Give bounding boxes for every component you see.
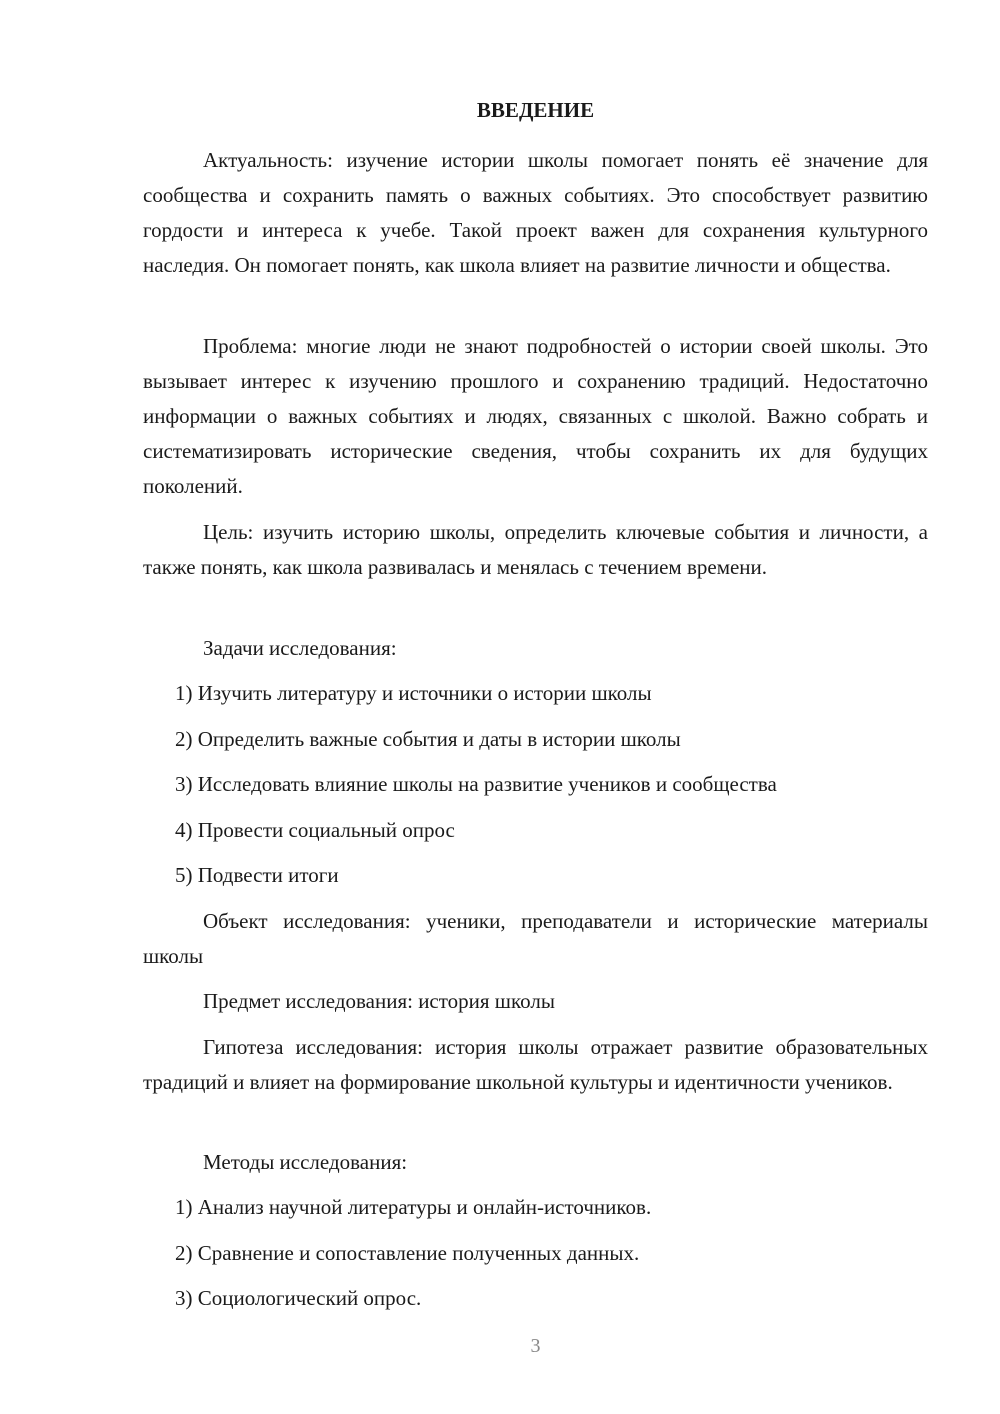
subject-paragraph: Предмет исследования: история школы bbox=[203, 989, 555, 1013]
task-item: 3) Исследовать влияние школы на развитие учеников и сообщества bbox=[175, 772, 777, 796]
method-item: 3) Социологический опрос. bbox=[175, 1286, 422, 1310]
problem-paragraph: Проблема: многие люди не знают подробностей о истории своей школы. Это вызывает интерес к изучению прошлого и сохранению традиций. Недостаточно информации о важных событиях и людях, связанных с школой. Важно собрать и систематизировать исторические сведения, чтобы сохранить их для будущих поколений. bbox=[143, 334, 928, 498]
hypothesis-paragraph: Гипотеза исследования: история школы отражает развитие образовательных традиций и влияет на формирование школьной культуры и идентичности учеников. bbox=[143, 1035, 928, 1094]
methods-title: Методы исследования: bbox=[203, 1150, 408, 1174]
task-item: 4) Провести социальный опрос bbox=[175, 818, 455, 842]
document-page bbox=[143, 0, 928, 1414]
page-number: 3 bbox=[530, 1335, 541, 1357]
task-item: 1) Изучить литературу и источники о истории школы bbox=[175, 681, 652, 705]
page-title: ВВЕДЕНИЕ bbox=[476, 98, 595, 122]
goal-paragraph: Цель: изучить историю школы, определить ключевые события и личности, а также понять, как школа развивалась и менялась с течением времени. bbox=[143, 520, 928, 579]
object-paragraph: Объект исследования: ученики, преподаватели и исторические материалы школы bbox=[143, 909, 928, 968]
method-item: 1) Анализ научной литературы и онлайн-источников. bbox=[175, 1195, 652, 1219]
task-item: 5) Подвести итоги bbox=[175, 863, 339, 887]
method-item: 2) Сравнение и сопоставление полученных данных. bbox=[175, 1241, 640, 1265]
tasks-title: Задачи исследования: bbox=[203, 636, 397, 660]
relevance-paragraph: Актуальность: изучение истории школы помогает понять её значение для сообщества и сохранить память о важных событиях. Это способствует развитию гордости и интереса к учебе. Такой проект важен для сохранения культурного наследия. Он помогает понять, как школа влияет на развитие личности и общества. bbox=[143, 148, 928, 277]
task-item: 2) Определить важные события и даты в истории школы bbox=[175, 727, 681, 751]
